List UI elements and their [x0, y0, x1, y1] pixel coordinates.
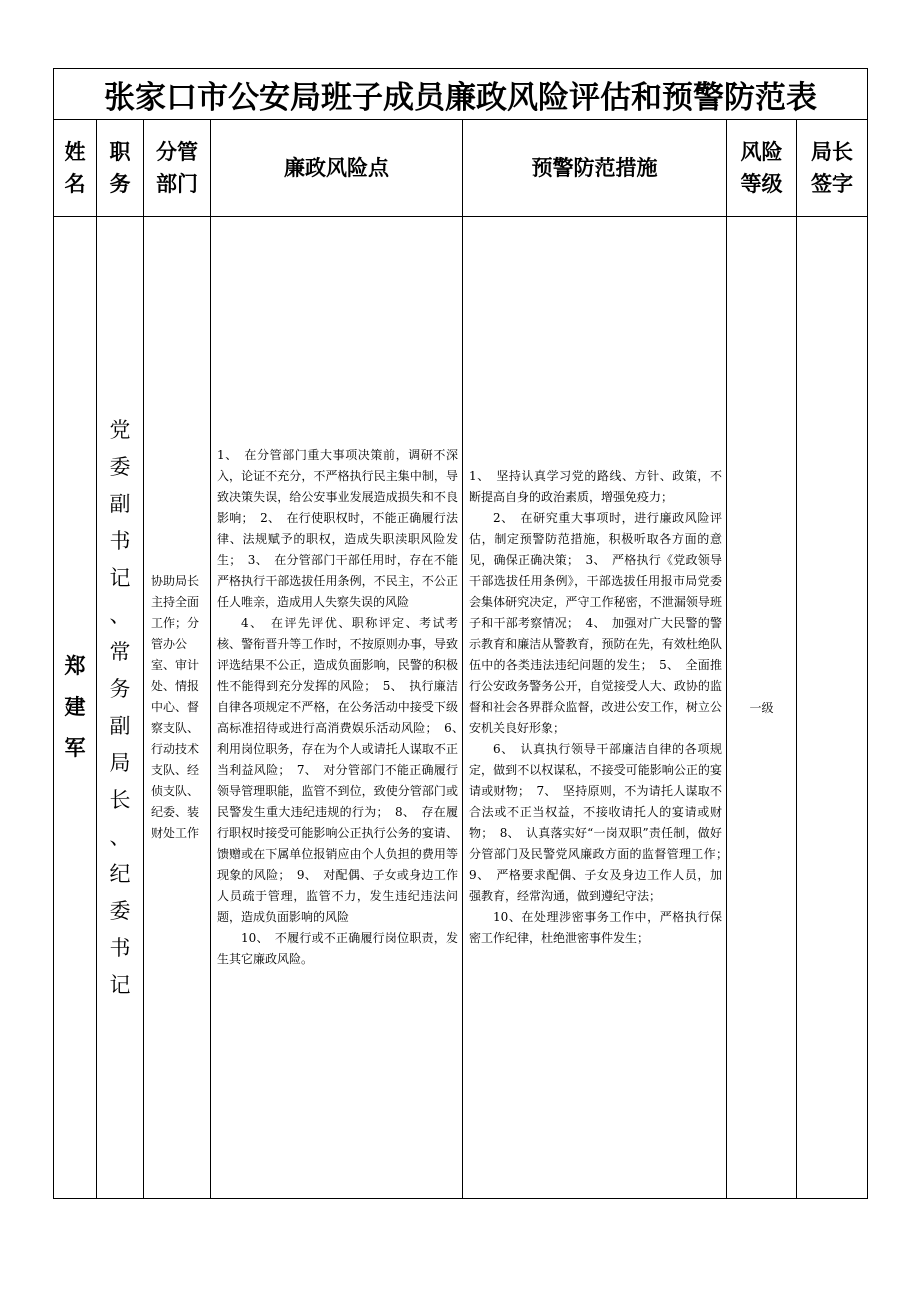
measure-paragraph: 2、 在研究重大事项时，进行廉政风险评估，制定预警防范措施，积极听取各方面的意见，确保正确决策； 3、 严格执行《党政领导干部选拔任用条例》，干部选拔任用报市局党委会集体研究决定，严守工作秘密，不泄漏领导班子和干部考察情况； 4、 加强对广大民警的警示教育和廉洁从警教育，预防在先，有效杜绝队伍中的各类违法违纪问题的发生； 5、 全面推行公安政务警务公开，自觉接受人大、政协的监督和社会各界群众监督，改进公安工作，树立公安机关良好形象； — [469, 511, 722, 735]
post-char: 常 — [109, 639, 131, 664]
risk-paragraph: 4、 在评先评优、职称评定、考试考核、警衔晋升等工作时，不按原则办事，导致评选结果不公正，造成负面影响，民警的积极性不能得到充分发挥的风险； 5、 执行廉洁自律各项规定不严格，在公务活动中接受下级高标准招待或进行高消费娱乐活动风险； 6、 利用岗位职务，存在为个人或请托人谋取不正当利益风险； 7、 对分管部门不能正确履行领导管理职能，监管不到位，致使分管部门或民警发生重大违纪违规的行为； 8、 存在履行职权时接受可能影响公正执行公务的宴请、馈赠或在下属单位报销应由个人负担的费用等现象的风险； 9、 对配偶、子女或身边工作人员疏于管理，监管不力，发生违纪违法问题，造成负面影响的风险 — [217, 616, 471, 924]
header-row — [54, 120, 868, 217]
name-char: 军 — [64, 736, 86, 760]
header-post-line1: 职 — [109, 140, 131, 164]
name-char: 郑 — [64, 654, 86, 678]
post-char: 记 — [109, 565, 131, 590]
post-char: 委 — [109, 898, 131, 923]
post-char: 、 — [109, 824, 131, 849]
post-char: 委 — [109, 454, 131, 479]
measure-paragraph: 1、 坚持认真学习党的路线、方针、政策，不断提高自身的政治素质，增强免疫力； — [469, 469, 722, 504]
risk-points — [211, 217, 471, 1199]
header-name-line1: 姓 — [64, 140, 86, 164]
header-sign-line2: 签字 — [811, 172, 853, 196]
post-char: 纪 — [109, 861, 131, 886]
post-char: 书 — [109, 528, 131, 553]
header-sign — [797, 120, 868, 217]
table-title: 张家口市公安局班子成员廉政风险评估和预警防范表 — [54, 69, 868, 120]
post-char: 记 — [109, 972, 131, 997]
post-char: 党 — [109, 417, 131, 442]
post-char: 局 — [109, 750, 131, 775]
measure-paragraph: 6、 认真执行领导干部廉洁自律的各项规定，做到不以权谋私，不接受可能影响公正的宴请或财物； 7、 坚持原则，不为请托人谋取不合法或不正当权益，不接收请托人的宴请或财物； 8、 认真落实好“一岗双职”责任制，做好分管部门及民警党风廉政方面的监督管理工作； 9、 严格要求配偶、子女及身边工作人员，加强教育，经常沟通，做到遵纪守法； — [469, 742, 735, 903]
header-level-line2: 等级 — [740, 172, 783, 196]
header-name-line2: 名 — [64, 172, 86, 196]
risk-paragraph: 1、 在分管部门重大事项决策前，调研不深入，论证不充分，不严格执行民主集中制，导致决策失误，给公安事业发展造成损失和不良影响； 2、 在行使职权时，不能正确履行法律、法规赋予的职权，造成失职渎职风险发生； 3、 在分管部门干部任用时，存在不能严格执行干部选拔任用条例，不民主，不公正任人唯亲，造成用人失察失误的风险 — [217, 448, 458, 609]
header-risk: 廉政风险点 — [211, 120, 463, 217]
post-char: 书 — [109, 935, 131, 960]
header-dept-line2: 部门 — [156, 172, 198, 196]
header-post — [97, 120, 144, 217]
header-sign-line1: 局长 — [811, 140, 853, 164]
table-row — [54, 217, 868, 1199]
post-char: 、 — [109, 602, 131, 627]
measure-paragraph: 10、在处理涉密事务工作中，严格执行保密工作纪律，杜绝泄密事件发生； — [469, 910, 722, 945]
director-signature — [797, 217, 868, 1199]
person-name — [54, 217, 97, 1199]
post-char: 务 — [109, 676, 131, 701]
managed-departments: 协助局长主持全面工作；分管办公室、审计处、情报中心、督察支队、行动技术支队、经侦支队、纪委、装财处工作 — [144, 217, 211, 1199]
header-name — [54, 120, 97, 217]
header-level — [727, 120, 797, 217]
prevention-measures — [463, 217, 735, 1199]
header-dept-line1: 分管 — [156, 140, 198, 164]
header-dept — [144, 120, 211, 217]
person-post — [97, 217, 144, 1199]
risk-assessment-sheet — [53, 68, 867, 1198]
header-level-line1: 风险 — [740, 140, 783, 164]
risk-paragraph: 10、 不履行或不正确履行岗位职责，发生其它廉政风险。 — [217, 931, 458, 966]
header-post-line2: 务 — [109, 172, 131, 196]
risk-table — [53, 68, 868, 1199]
post-char: 副 — [109, 491, 131, 516]
post-char: 长 — [109, 787, 131, 812]
header-measures: 预警防范措施 — [463, 120, 727, 217]
name-char: 建 — [64, 695, 86, 719]
post-char: 副 — [109, 713, 131, 738]
risk-level: 一级 — [727, 217, 797, 1199]
